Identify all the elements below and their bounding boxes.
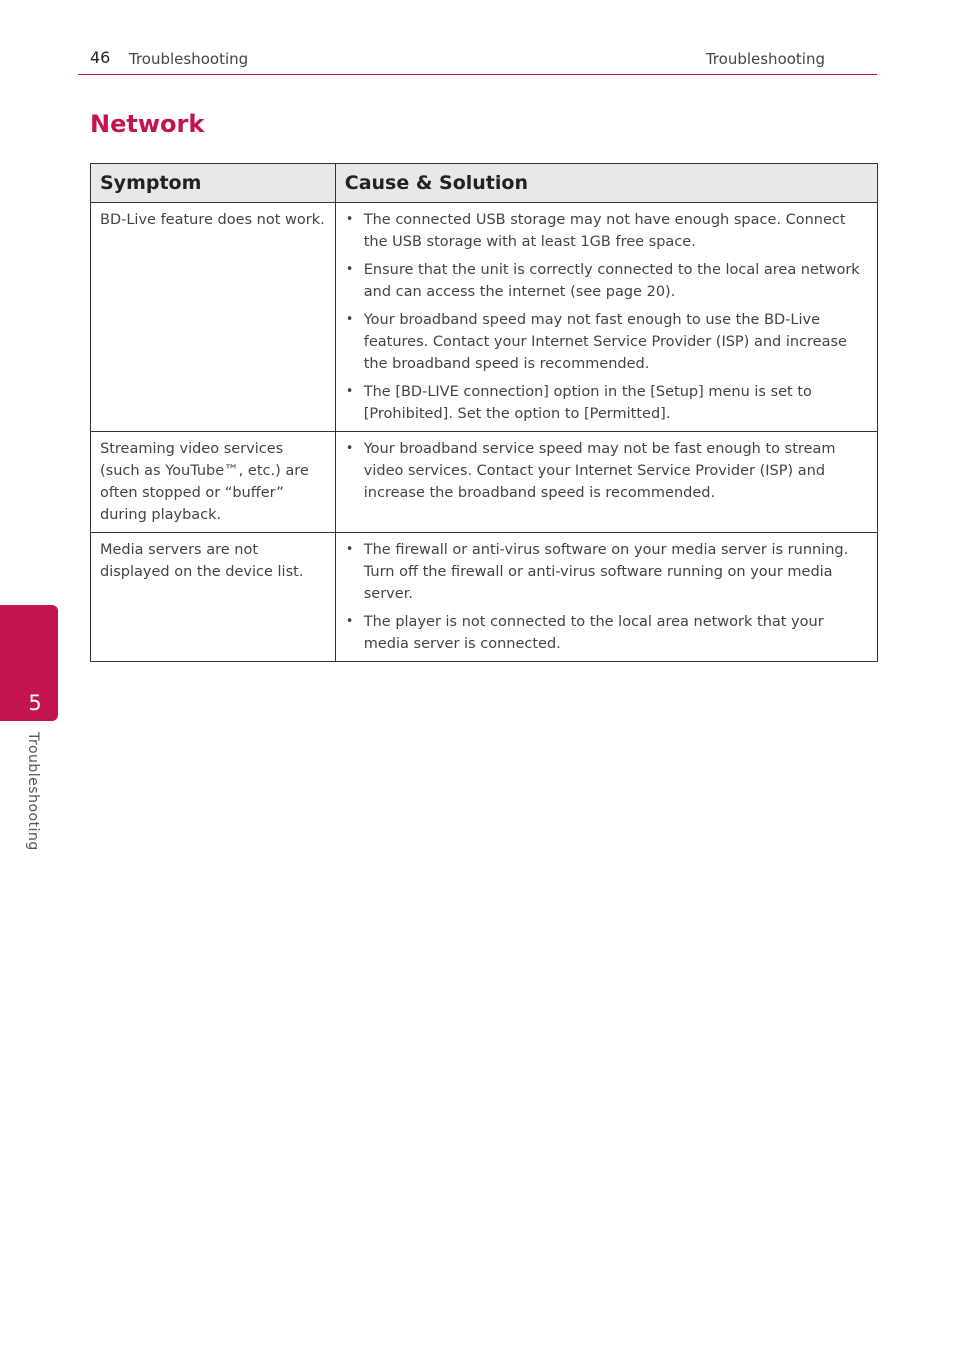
chapter-tab bbox=[0, 605, 58, 721]
table-row bbox=[91, 533, 878, 662]
column-header-symptom: Symptom bbox=[91, 164, 336, 203]
symptom-cell: Streaming video services (such as YouTube™, etc.) are often stopped or “buffer” during playback. bbox=[91, 432, 336, 533]
column-header-cause-solution: Cause & Solution bbox=[335, 164, 877, 203]
table-row bbox=[91, 203, 878, 432]
solution-item bbox=[345, 209, 869, 253]
bullet-icon: • bbox=[345, 384, 354, 399]
header-section-title: Troubleshooting bbox=[129, 50, 249, 68]
bullet-icon: • bbox=[345, 614, 354, 629]
solution-cell bbox=[335, 203, 877, 432]
solution-list bbox=[345, 438, 869, 504]
symptom-cell: BD-Live feature does not work. bbox=[91, 203, 336, 432]
bullet-icon: • bbox=[345, 212, 354, 227]
chapter-label: Troubleshooting bbox=[25, 732, 41, 851]
table-row bbox=[91, 432, 878, 533]
chapter-number: 5 bbox=[28, 691, 42, 715]
solution-item bbox=[345, 611, 869, 655]
solution-text: The player is not connected to the local area network that your media server is connected. bbox=[363, 614, 824, 652]
solution-list bbox=[345, 539, 869, 655]
bullet-icon: • bbox=[345, 262, 354, 277]
solution-list bbox=[345, 209, 869, 425]
solution-item bbox=[345, 309, 869, 375]
solution-item bbox=[345, 438, 869, 504]
solution-text: Ensure that the unit is correctly connected to the local area network and can access the internet (see page 20). bbox=[363, 262, 860, 300]
solution-text: Your broadband service speed may not be fast enough to stream video services. Contact your Internet Service Provider (ISP) and increase the broadband speed is recommended. bbox=[363, 441, 836, 501]
solution-item bbox=[345, 259, 869, 303]
solution-text: The connected USB storage may not have enough space. Connect the USB storage with at least 1GB free space. bbox=[363, 212, 846, 250]
page-number: 46 bbox=[90, 48, 111, 67]
section-title: Network bbox=[90, 110, 205, 138]
bullet-icon: • bbox=[345, 312, 354, 327]
solution-item bbox=[345, 539, 869, 605]
header-chapter-title: Troubleshooting bbox=[705, 50, 825, 68]
solution-item bbox=[345, 381, 869, 425]
bullet-icon: • bbox=[345, 441, 354, 456]
symptom-cell: Media servers are not displayed on the device list. bbox=[91, 533, 336, 662]
bullet-icon: • bbox=[345, 542, 354, 557]
solution-text: The firewall or anti-virus software on your media server is running. Turn off the firewall or anti-virus software running on your media server. bbox=[363, 542, 849, 602]
troubleshooting-table bbox=[90, 163, 878, 662]
solution-text: Your broadband speed may not fast enough to use the BD-Live features. Contact your Internet Service Provider (ISP) and increase the broadband speed is recommended. bbox=[363, 312, 847, 372]
solution-cell bbox=[335, 533, 877, 662]
solution-cell bbox=[335, 432, 877, 533]
page-header bbox=[78, 46, 877, 75]
table-header-row bbox=[91, 164, 878, 203]
solution-text: The [BD-LIVE connection] option in the [Setup] menu is set to [Prohibited]. Set the option to [Permitted]. bbox=[363, 384, 812, 422]
